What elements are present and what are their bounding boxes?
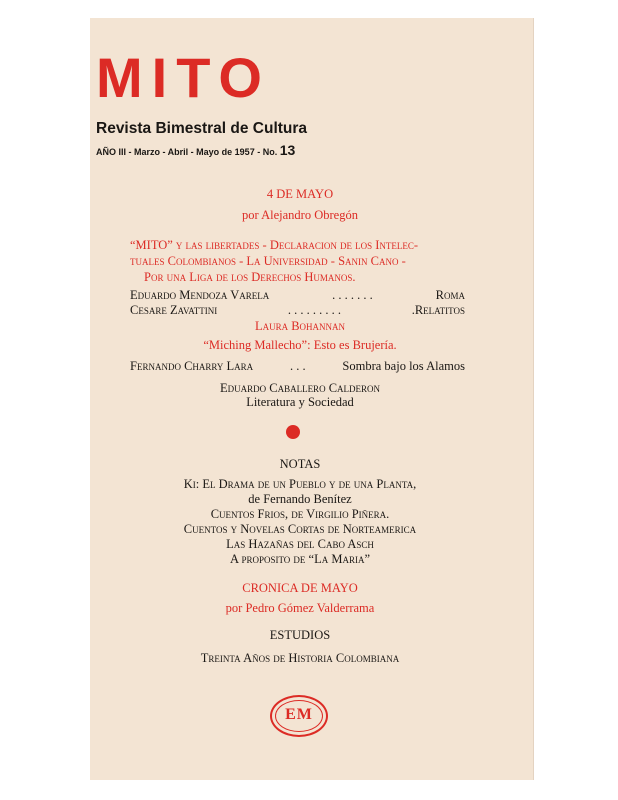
issue-line bbox=[96, 143, 295, 159]
notas-heading: NOTAS bbox=[279, 457, 321, 471]
caballero-title: Literatura y Sociedad bbox=[246, 395, 354, 409]
declaration-line: tuales Colombianos - La Universidad - Sanin Cano - bbox=[130, 254, 406, 268]
toc-entry bbox=[130, 302, 465, 318]
caballero-author: Eduardo Caballero Calderon bbox=[219, 381, 381, 395]
bohannan-title: “Miching Mallecho”: Esto es Brujería. bbox=[203, 338, 397, 352]
entry-leader: . . . . . . . bbox=[332, 288, 373, 302]
toc-entry bbox=[130, 287, 465, 303]
entry-leader: . . . . . . . . . bbox=[287, 303, 342, 317]
toc-entry bbox=[130, 358, 465, 374]
feature-title: 4 DE MAYO bbox=[266, 187, 334, 201]
notas-item: Cuentos Frios, de Virgilio Piñera. bbox=[210, 507, 390, 521]
notas-item: Las Hazañas del Cabo Asch bbox=[226, 537, 374, 551]
separator-dot bbox=[286, 425, 300, 439]
entry-author: Cesare Zavattini bbox=[130, 303, 218, 317]
magazine-subtitle: Revista Bimestral de Cultura bbox=[96, 120, 308, 137]
issue-date: AÑO III - Marzo - Abril - Mayo de 1957 - No. bbox=[96, 147, 278, 157]
notas-item: A proposito de “La Maria” bbox=[229, 552, 371, 566]
notas-item: Cuentos y Novelas Cortas de Norteamerica bbox=[183, 522, 417, 536]
entry-author: Fernando Charry Lara bbox=[130, 359, 254, 373]
notas-item: Ki: El Drama de un Pueblo y de una Planta, bbox=[183, 477, 417, 491]
issue-number: 13 bbox=[279, 142, 296, 158]
entry-title: .Relatitos bbox=[411, 303, 465, 317]
declaration-line: “MITO” y las libertades - Declaracion de los Intelec- bbox=[130, 238, 419, 252]
feature-byline: por Alejandro Obregón bbox=[242, 208, 358, 222]
cronica-title: CRONICA DE MAYO bbox=[242, 581, 358, 595]
magazine-title: MITO bbox=[96, 46, 271, 109]
logo-text: EM bbox=[285, 706, 313, 723]
publisher-logo bbox=[270, 695, 328, 737]
bohannan-author: Laura Bohannan bbox=[254, 319, 346, 333]
notas-item: de Fernando Benítez bbox=[248, 492, 352, 506]
entry-leader: . . . bbox=[289, 359, 306, 373]
entry-title: Roma bbox=[435, 288, 465, 302]
declaration-line: Por una Liga de los Derechos Humanos. bbox=[144, 270, 356, 284]
estudios-item: Treinta Años de Historia Colombiana bbox=[200, 651, 400, 665]
cronica-byline: por Pedro Gómez Valderrama bbox=[225, 601, 375, 615]
entry-author: Eduardo Mendoza Varela bbox=[130, 288, 270, 302]
entry-title: Sombra bajo los Alamos bbox=[342, 359, 465, 373]
estudios-heading: ESTUDIOS bbox=[269, 628, 331, 642]
